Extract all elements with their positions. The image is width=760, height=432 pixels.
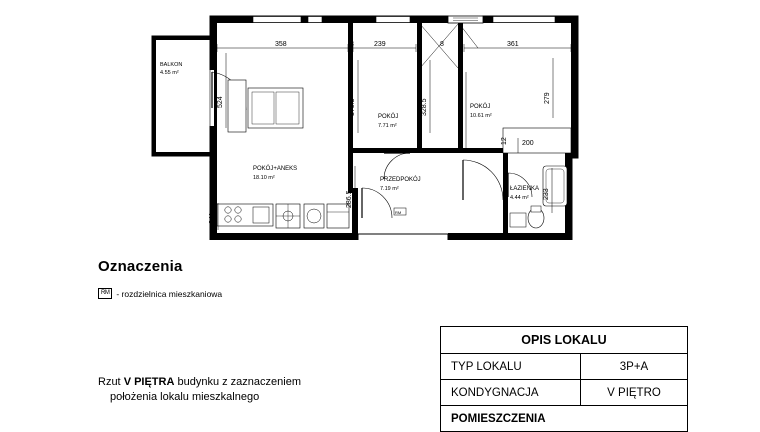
table-header-row xyxy=(441,327,688,354)
room-label-pokoj-aneks: POKÓJ+ANEKS xyxy=(253,166,298,172)
dim-328: 328.5 xyxy=(421,98,428,116)
plan-caption xyxy=(98,375,418,405)
room-area-pokoj-aneks: 18.10 m² xyxy=(253,175,275,181)
room-area-przedpokoj: 7.19 m² xyxy=(380,186,399,192)
table-footer: POMIESZCZENIA xyxy=(441,406,688,432)
legend-text: - rozdzielnica mieszkaniowa xyxy=(116,288,223,299)
room-label-lazienka: ŁAZIENKA xyxy=(510,186,540,192)
caption-post: budynku z zaznaczeniem xyxy=(174,376,301,388)
table-header: OPIS LOKALU xyxy=(441,327,688,354)
rm-marker: RM xyxy=(395,210,402,215)
caption-line2: położenia lokalu mieszkalnego xyxy=(110,391,260,403)
room-area-pokoj-2: 10.61 m² xyxy=(470,113,492,119)
dim-200: 200 xyxy=(522,140,534,147)
room-area-balkon: 4.55 m² xyxy=(160,70,179,76)
dim-241: 241 xyxy=(209,212,216,224)
row-value-kondygnacja: V PIĘTRO xyxy=(581,380,688,406)
dim-239: 239 xyxy=(374,41,386,48)
dim-233: 233 xyxy=(543,188,550,200)
dim-370: 370.5 xyxy=(349,98,356,116)
dim-8b: 8 xyxy=(440,41,444,48)
dim-12: 12 xyxy=(501,137,508,145)
dim-361: 361 xyxy=(507,41,519,48)
legend-row xyxy=(98,288,222,299)
row-key-typ-lokalu: TYP LOKALU xyxy=(441,354,581,380)
rm-symbol-icon: RM xyxy=(98,288,112,299)
row-value-typ-lokalu: 3P+A xyxy=(581,354,688,380)
apartment-info-table xyxy=(440,326,688,432)
dim-286: 286.5 xyxy=(346,190,353,208)
legend-title: Oznaczenia xyxy=(98,258,183,275)
table-row xyxy=(441,354,688,380)
dim-279: 279 xyxy=(544,92,551,104)
room-label-balkon: BALKON xyxy=(160,62,183,68)
room-label-przedpokoj: PRZEDPOKÓJ xyxy=(380,177,421,183)
room-area-pokoj-1: 7.71 m² xyxy=(378,123,397,129)
room-label-pokoj-1: POKÓJ xyxy=(378,114,399,120)
room-area-lazienka: 4.44 m² xyxy=(510,195,529,201)
dim-524: 524 xyxy=(217,96,224,108)
room-label-pokoj-2: POKÓJ xyxy=(470,104,491,110)
table-row xyxy=(441,380,688,406)
dim-8a: 8 xyxy=(350,41,354,48)
dim-358: 358 xyxy=(275,41,287,48)
row-key-kondygnacja: KONDYGNACJA xyxy=(441,380,581,406)
caption-floor: V PIĘTRA xyxy=(123,376,175,388)
caption-pre: Rzut xyxy=(98,376,124,388)
floor-plan xyxy=(148,8,596,240)
